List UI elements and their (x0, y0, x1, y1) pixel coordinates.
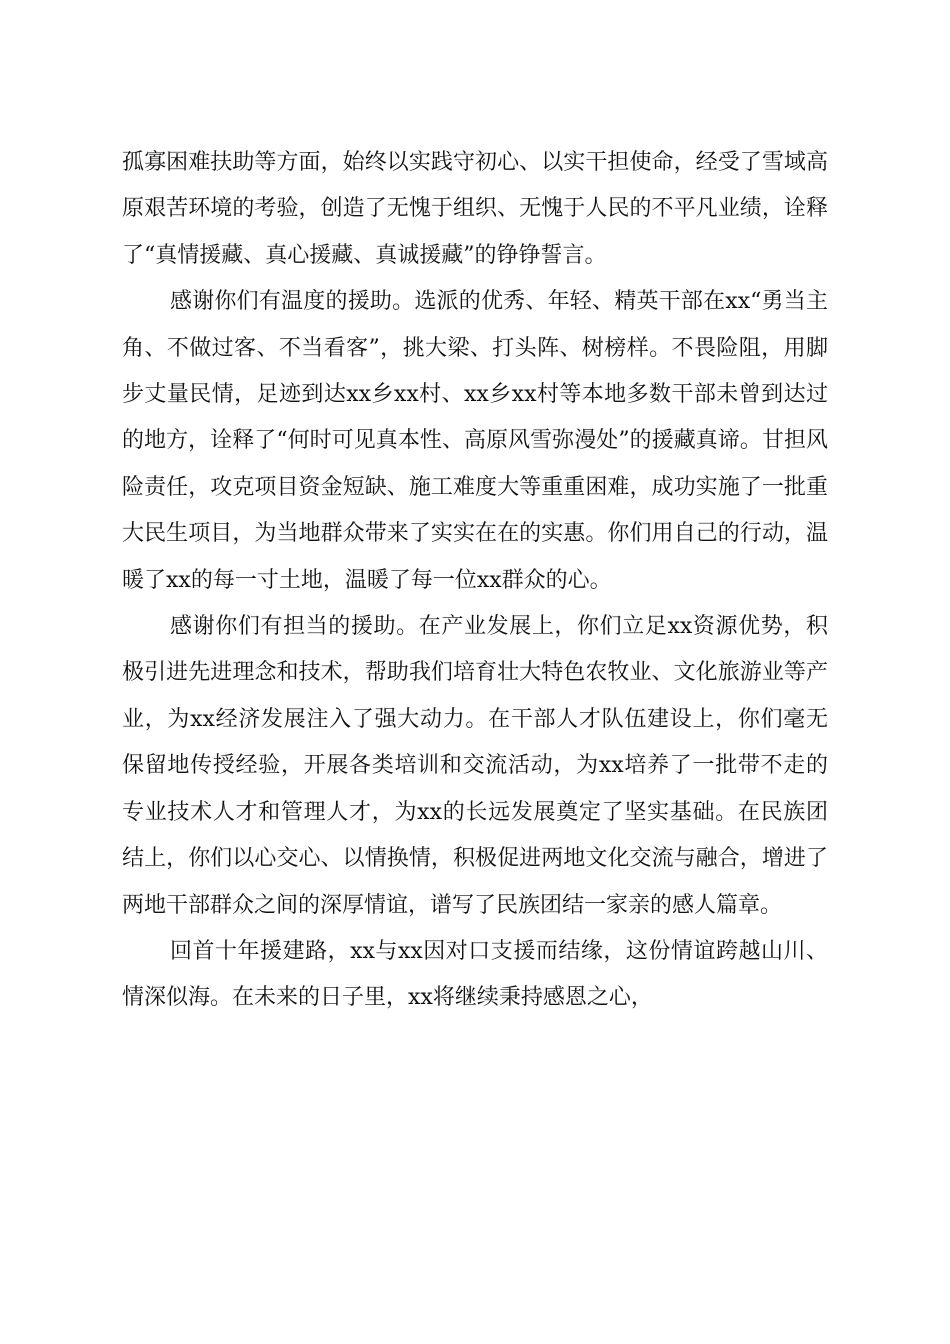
paragraph-warm-assistance: 感谢你们有温度的援助。选派的优秀、年轻、精英干部在xx“勇当主角、不做过客、不当看客”，挑大梁、打头阵、树榜样。不畏险阻，用脚步丈量民情，足迹到达xx乡xx村、xx乡xx村等本地多数干部未曾到达过的地方，诠释了“何时可见真本性、高原风雪弥漫处”的援藏真谛。甘担风险责任，攻克项目资金短缺、施工难度大等重重困难，成功实施了一批重大民生项目，为当地群众带来了实实在在的实惠。你们用自己的行动，温暖了xx的每一寸土地，温暖了每一位xx群众的心。 (122, 289, 828, 593)
paragraph-responsible-assistance: 感谢你们有担当的援助。在产业发展上，你们立足xx资源优势，积极引进先进理念和技术，帮助我们培育壮大特色农牧业、文化旅游业等产业，为xx经济发展注入了强大动力。在干部人才队伍建设上，你们毫无保留地传授经验，开展各类培训和交流活动，为xx培养了一批带不走的专业技术人才和管理人才，为xx的长远发展奠定了坚实基础。在民族团结上，你们以心交心、以情换情，积极促进两地文化交流与融合，增进了两地干部群众之间的深厚情谊，谱写了民族团结一家亲的感人篇章。 (122, 614, 828, 918)
paragraph-continuation: 孤寡困难扶助等方面，始终以实践守初心、以实干担使命，经受了雪域高原艰苦环境的考验，创造了无愧于组织、无愧于人民的不平凡业绩，诠释了“真情援藏、真心援藏、真诚援藏”的铮铮誓言。 (122, 150, 828, 268)
document-body (122, 140, 828, 1022)
paragraph-ten-years-review: 回首十年援建路，xx与xx因对口支援而结缘，这份情谊跨越山川、情深似海。在未来的日子里，xx将继续秉持感恩之心， (122, 938, 828, 1011)
